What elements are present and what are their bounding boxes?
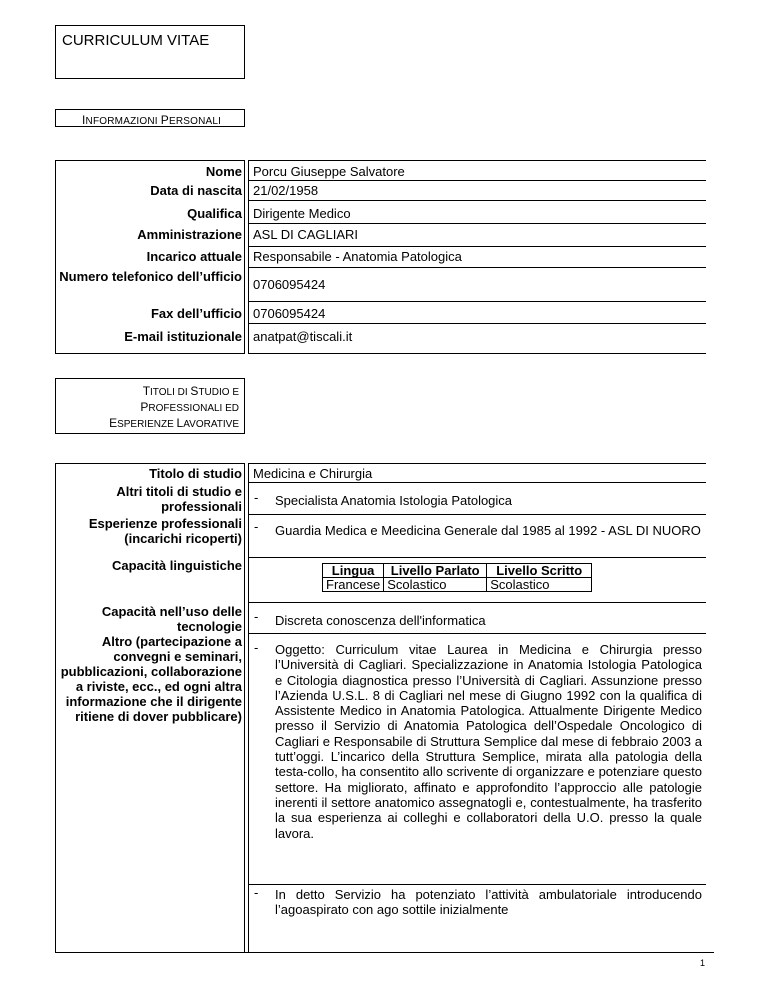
footer-divider (55, 952, 714, 953)
lang-header-lingua: Lingua (323, 564, 384, 578)
label-telefono: Numero telefonico dell’ufficio (59, 269, 242, 284)
value-email: anatpat@tiscali.it (253, 329, 353, 344)
label-lingue: Capacità linguistiche (111, 558, 242, 573)
lang-header-parlato: Livello Parlato (384, 564, 487, 578)
studies-heading: TITOLI DI STUDIO E PROFESSIONALI ED ESPERIENZE LAVORATIVE (109, 384, 239, 430)
lang-cell: Francese (323, 578, 384, 592)
value-tecnologie: Discreta conoscenza dell'informatica (275, 613, 486, 628)
label-incarico: Incarico attuale (146, 249, 242, 264)
cv-title-box (55, 25, 245, 79)
bullet: - (254, 885, 259, 900)
label-tecnologie: Capacità nell’uso delle tecnologie (101, 604, 242, 634)
bullet: - (254, 519, 259, 534)
personal-info-heading: INFORMAZIONI PERSONALI (82, 113, 222, 127)
bullet: - (254, 609, 259, 624)
value-altro-paragraph-1: Oggetto: Curriculum vitae Laurea in Medicina e Chirurgia presso l’Università di Cagliari. Specializzazione in Anatomia Istologia Patologica e Citologia diagnostica presso l’Università di Cagliari. Assunzione presso l’Azienda U.S.L. 8 di Cagliari nel mese di Giugno 1992 con la qualifica di Assistente Medico in Anatomia Patologica. Attualmente Dirigente Medico presso il Servizio di Anatomia Patologica dell’Ospedale Oncologico di Cagliari e Responsabile di Struttura Semplice dal mese di febbraio 2003 a tutt’oggi. L’incarico della Struttura Semplice, mirata alla patologia della testa-collo, ha consentito allo scrivente di organizzare e potenziare questo settore. Ha migliorato, affinato e approfondito l’approccio alle patologie inerenti il settore anatomico assegnatogli e, contestualmente, ha trasferito la sua esperienza ai colleghi e collaboratori della U.O. presso la quale lavora. (275, 642, 702, 841)
value-nome: Porcu Giuseppe Salvatore (253, 164, 405, 179)
label-esperienze: Esperienze professionali (incarichi ricoperti) (88, 516, 242, 546)
value-data-nascita: 21/02/1958 (253, 183, 319, 198)
value-qualifica: Dirigente Medico (253, 206, 351, 221)
value-altro-paragraph-2: In detto Servizio ha potenziato l’attività ambulatoriale introducendo l’agoaspirato con ago sottile inizialmente (275, 887, 702, 918)
value-amministrazione: ASL DI CAGLIARI (253, 227, 358, 242)
label-titolo-studio: Titolo di studio (149, 466, 242, 481)
lang-header-scritto: Livello Scritto (487, 564, 592, 578)
page-number: 1 (700, 958, 706, 968)
label-fax: Fax dell’ufficio (150, 306, 242, 321)
value-telefono: 0706095424 (253, 277, 326, 292)
value-altri-titoli: Specialista Anatomia Istologia Patologica (275, 493, 513, 508)
lang-cell: Scolastico (384, 578, 487, 592)
bullet: - (254, 640, 259, 655)
personal-info-heading-box (55, 109, 245, 127)
value-esperienze: Guardia Medica e Meedicina Generale dal 1985 al 1992 - ASL DI NUORO (275, 523, 701, 538)
languages-table (322, 563, 592, 592)
value-titolo-studio: Medicina e Chirurgia (253, 466, 373, 481)
label-amministrazione: Amministrazione (137, 227, 242, 242)
document-title: CURRICULUM VITAE (62, 32, 210, 49)
label-data-nascita: Data di nascita (150, 183, 242, 198)
label-email: E-mail istituzionale (124, 329, 242, 344)
label-nome: Nome (205, 164, 242, 179)
label-altro: Altro (partecipazione a convegni e seminari, pubblicazioni, collaborazione a riviste, ecc., ed ogni altra informazione che il dirigente ritiene di dover pubblicare) (60, 634, 242, 724)
value-fax: 0706095424 (253, 306, 326, 321)
lang-cell: Scolastico (487, 578, 592, 592)
value-incarico: Responsabile - Anatomia Patologica (253, 249, 462, 264)
bullet: - (254, 490, 259, 505)
studies-heading-box (55, 378, 245, 434)
label-qualifica: Qualifica (187, 206, 242, 221)
table-row (323, 578, 592, 592)
label-altri-titoli: Altri titoli di studio e professionali (116, 484, 242, 514)
